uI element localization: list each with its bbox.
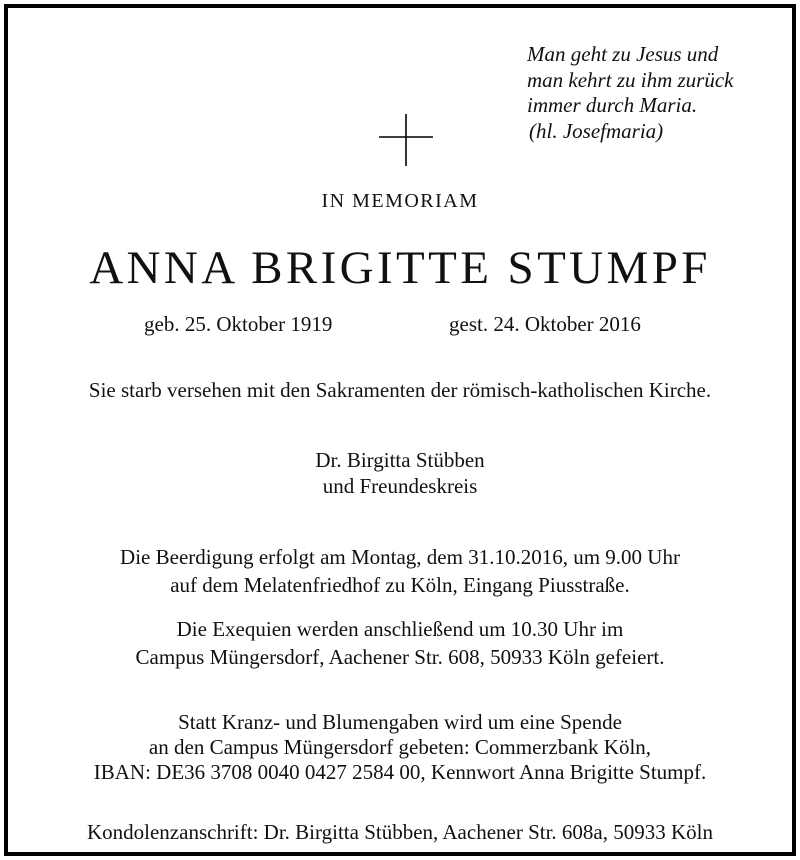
- quote-line: man kehrt zu ihm zurück: [527, 67, 734, 92]
- obituary-notice: [4, 4, 796, 856]
- birth-date: geb. 25. Oktober 1919: [144, 312, 333, 336]
- quote-line: immer durch Maria.: [527, 93, 698, 117]
- death-date: gest. 24. Oktober 2016: [449, 312, 641, 336]
- funeral-info-line: auf dem Melatenfriedhof zu Köln, Eingang Piusstraße.: [170, 573, 630, 597]
- scripture-quote: [527, 42, 733, 144]
- condolence-address: Kondolenzanschrift: Dr. Birgitta Stübben, Aachener Str. 608a, 50933 Köln: [86, 820, 713, 844]
- latin-cross-icon: [379, 114, 433, 166]
- mourner-line: Dr. Birgitta Stübben: [315, 448, 485, 472]
- deceased-name: ANNA BRIGITTE STUMPF: [89, 242, 711, 294]
- donation-info-line: IBAN: DE36 3708 0040 0427 2584 00, Kennwort Anna Brigitte Stumpf.: [93, 760, 707, 784]
- donation-info-line: an den Campus Müngersdorf gebeten: Commerzbank Köln,: [148, 735, 652, 759]
- mourner-line: und Freundeskreis: [322, 474, 478, 498]
- funeral-info-line: Die Beerdigung erfolgt am Montag, dem 31.10.2016, um 9.00 Uhr: [120, 545, 680, 569]
- sacraments-statement: Sie starb versehen mit den Sakramenten der römisch-katholischen Kirche.: [88, 378, 712, 402]
- donation-info-line: Statt Kranz- und Blumengaben wird um eine Spende: [178, 710, 622, 734]
- exequies-info-line: Die Exequien werden anschließend um 10.30 Uhr im: [176, 617, 624, 641]
- exequies-info-line: Campus Müngersdorf, Aachener Str. 608, 50933 Köln gefeiert.: [135, 645, 665, 669]
- quote-line: Man geht zu Jesus und: [527, 42, 719, 66]
- quote-attribution: (hl. Josefmaria): [529, 118, 664, 143]
- in-memoriam-heading: IN MEMORIAM: [321, 190, 479, 212]
